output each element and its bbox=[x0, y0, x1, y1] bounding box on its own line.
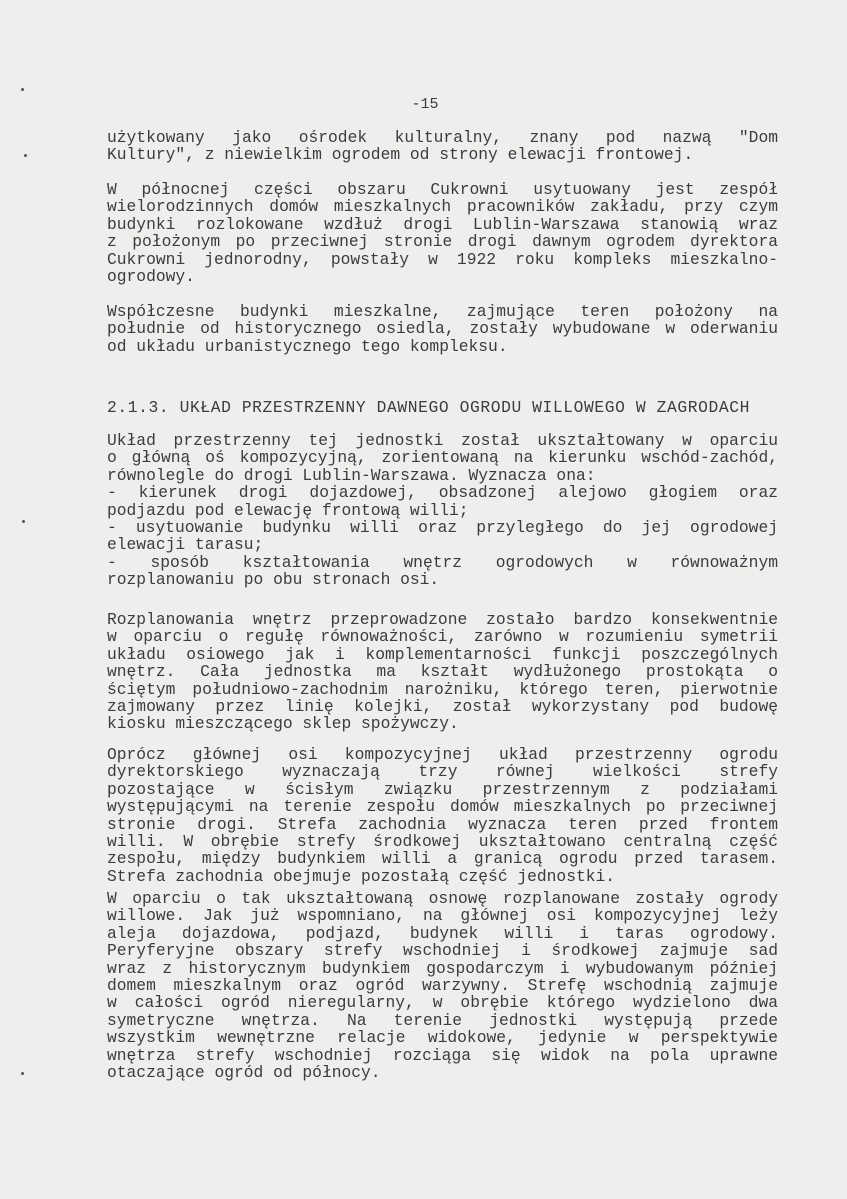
text-line: Peryferyjne obszary strefy wschodniej i środkowej zajmuje sad bbox=[107, 941, 778, 961]
text-line: od układu urbanistycznego tego kompleksu. bbox=[107, 336, 508, 356]
text-line: z położonym po przeciwnej stronie drogi dawnym ogrodem dyrektora bbox=[107, 232, 778, 252]
scan-margin-mark bbox=[22, 520, 25, 523]
text-line: kiosku mieszczącego sklep spożywczy. bbox=[107, 714, 459, 734]
text-line: w oparciu o regułę równoważności, zarówno w rozumieniu symetrii bbox=[107, 627, 778, 647]
text-line: użytkowany jako ośrodek kulturalny, znany pod nazwą "Dom bbox=[107, 128, 778, 147]
scan-margin-mark bbox=[24, 154, 27, 157]
text-line: zespołu, między budynkiem willi a granicą ogrodu przed tarasem. bbox=[107, 849, 778, 869]
paragraph bbox=[107, 432, 778, 589]
text-line: Współczesne budynki mieszkalne, zajmujące teren położony na bbox=[107, 302, 778, 321]
text-line: Układ przestrzenny tej jednostki został ukształtowany w oparciu bbox=[107, 431, 778, 450]
text-line: południe od historycznego osiedla, zostały wybudowane w oderwaniu bbox=[107, 319, 778, 339]
text-line: W północnej części obszaru Cukrowni usytuowany jest zespół bbox=[107, 180, 778, 199]
text-line: W oparciu o tak ukształtowaną osnowę rozplanowane zostały ogrody bbox=[107, 889, 778, 908]
page-number: -15 bbox=[411, 96, 439, 113]
text-line: - kierunek drogi dojazdowej, obsadzonej alejowo głogiem oraz bbox=[107, 483, 778, 503]
paragraph bbox=[107, 303, 778, 355]
text-line: wraz z historycznym budynkiem gospodarczym i wybudowanym później bbox=[107, 958, 778, 978]
text-line: symetryczne wnętrza. Na terenie jednostki występują przede bbox=[107, 1010, 778, 1030]
text-line: - usytuowanie budynku willi oraz przyległego do jej ogrodowej bbox=[107, 517, 778, 537]
text-line: Cukrowni jednorodny, powstały w 1922 roku kompleks mieszkalno- bbox=[107, 249, 778, 269]
text-line: willowe. Jak już wspomniano, na głównej osi kompozycyjnej leży bbox=[107, 906, 778, 926]
text-line: równolegle do drogi Lublin-Warszawa. Wyznacza ona: bbox=[107, 465, 596, 485]
section-heading bbox=[107, 399, 778, 416]
scan-margin-mark bbox=[21, 88, 24, 91]
text-line: willi. W obrębie strefy środkowej ukształtowano centralną część bbox=[107, 831, 778, 851]
text-line: wszystkim wewnętrzne relacje widokowe, jedynie w perspektywie bbox=[107, 1028, 778, 1048]
text-line: w całości ogród nieregularny, w obrębie którego wydzielono dwa bbox=[107, 993, 778, 1013]
text-line: zajmowany przez linię kolejki, został wykorzystany pod budowę bbox=[107, 696, 778, 716]
text-line: Rozplanowania wnętrz przeprowadzone zostało bardzo konsekwentnie bbox=[107, 610, 778, 629]
text-line: 2.1.3. UKŁAD PRZESTRZENNY DAWNEGO OGRODU WILLOWEGO W ZAGRODACH bbox=[107, 398, 750, 417]
text-line: występującymi na terenie zespołu domów mieszkalnych po przeciwnej bbox=[107, 797, 778, 817]
text-line: układu osiowego jak i komplementarności funkcji poszczególnych bbox=[107, 644, 778, 664]
text-line: pozostające w ścisłym związku przestrzennym z podziałami bbox=[107, 779, 778, 799]
text-line: podjazdu pod elewację frontową willi; bbox=[107, 500, 469, 520]
text-line: o główną oś kompozycyjną, zorientowaną na kierunku wschód-zachód, bbox=[107, 448, 778, 468]
text-line: - sposób kształtowania wnętrz ogrodowych w równoważnym bbox=[107, 552, 778, 572]
text-line: domem mieszkalnym oraz ogród warzywny. Strefę wschodnią zajmuje bbox=[107, 975, 778, 995]
paragraph bbox=[107, 611, 778, 733]
text-line: elewacji tarasu; bbox=[107, 535, 264, 555]
text-line: wielorodzinnych domów mieszkalnych pracowników zakładu, przy czym bbox=[107, 197, 778, 217]
text-line: Oprócz głównej osi kompozycyjnej układ przestrzenny ogrodu bbox=[107, 745, 778, 764]
text-line: ogrodowy. bbox=[107, 266, 195, 286]
text-line: otaczające ogród od północy. bbox=[107, 1062, 381, 1082]
text-line: dyrektorskiego wyznaczają trzy równej wielkości strefy bbox=[107, 762, 778, 782]
paragraph bbox=[107, 181, 778, 285]
text-line: Kultury", z niewielkim ogrodem od strony elewacji frontowej. bbox=[107, 145, 694, 165]
text-line: stronie drogi. Strefa zachodnia wyznacza teren przed frontem bbox=[107, 814, 778, 834]
paragraph bbox=[107, 129, 778, 164]
text-line: budynki rozlokowane wzdłuż drogi Lublin-Warszawa stanowią wraz bbox=[107, 214, 778, 234]
text-line: ściętym południowo-zachodnim narożniku, którego teren, pierwotnie bbox=[107, 679, 778, 699]
text-line: aleja dojazdowa, podjazd, budynek willi i taras ogrodowy. bbox=[107, 923, 778, 943]
text-line: rozplanowaniu po obu stronach osi. bbox=[107, 570, 440, 590]
paragraph bbox=[107, 890, 778, 1081]
text-line: wnętrz. Cała jednostka ma kształt wydłużonego prostokąta o bbox=[107, 662, 778, 682]
text-line: wnętrza strefy wschodniej rozciąga się widok na pola uprawne bbox=[107, 1045, 778, 1065]
paragraph bbox=[107, 746, 778, 885]
text-line: Strefa zachodnia obejmuje pozostałą część jednostki. bbox=[107, 866, 616, 886]
scan-margin-mark bbox=[21, 1072, 24, 1075]
